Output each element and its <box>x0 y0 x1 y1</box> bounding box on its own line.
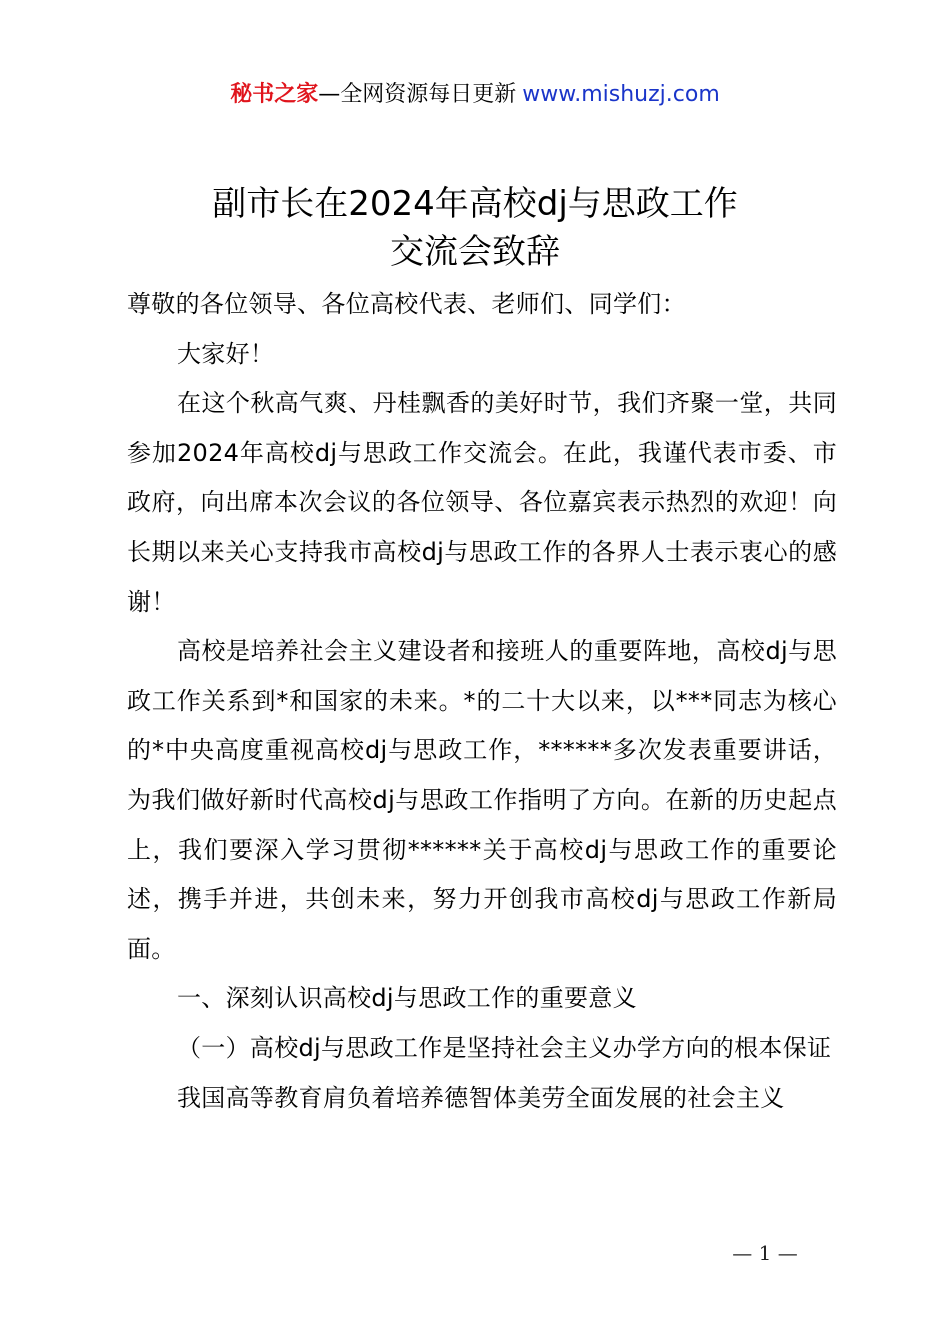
subsection-heading-1: （一）高校dj与思政工作是坚持社会主义办学方向的根本保证 <box>177 1033 832 1062</box>
site-url-link[interactable]: www.mishuzj.com <box>522 82 720 107</box>
paragraph-welcome: 在这个秋高气爽、丹桂飘香的美好时节，我们齐聚一堂，共同参加2024年高校dj与思政工作交流会。在此，我谨代表市委、市政府，向出席本次会议的各位领导、各位嘉宾表示热烈的欢迎！向长期以来关心支持我市高校dj与思政工作的各界人士表示衷心的感谢！ <box>127 389 837 616</box>
section-heading-1: 一、深刻认识高校dj与思政工作的重要意义 <box>177 984 637 1013</box>
document-title <box>0 180 950 276</box>
paragraph-education: 我国高等教育肩负着培养德智体美劳全面发展的社会主义 <box>177 1083 785 1112</box>
page-number: — 1 — <box>732 1241 798 1265</box>
paragraph-significance: 高校是培养社会主义建设者和接班人的重要阵地，高校dj与思政工作关系到*和国家的未来。*的二十大以来，以***同志为核心的*中央高度重视高校dj与思政工作，******多次发表重要讲话，为我们做好新时代高校dj与思政工作指明了方向。在新的历史起点上，我们要深入学习贯彻******关于高校dj与思政工作的重要论述，携手并进，共创未来，努力开创我市高校dj与思政工作新局面。 <box>127 637 837 963</box>
greeting: 大家好！ <box>177 339 275 368</box>
brand-name[interactable]: 秘书之家 <box>230 82 319 107</box>
site-header <box>0 78 950 112</box>
header-tagline: —全网资源每日更新 <box>318 82 517 107</box>
document-title-line-1: 副市长在2024年高校dj与思政工作 <box>212 184 738 224</box>
document-body <box>127 280 837 1123</box>
document-title-line-2: 交流会致辞 <box>390 232 560 272</box>
salutation: 尊敬的各位领导、各位高校代表、老师们、同学们： <box>127 290 686 318</box>
